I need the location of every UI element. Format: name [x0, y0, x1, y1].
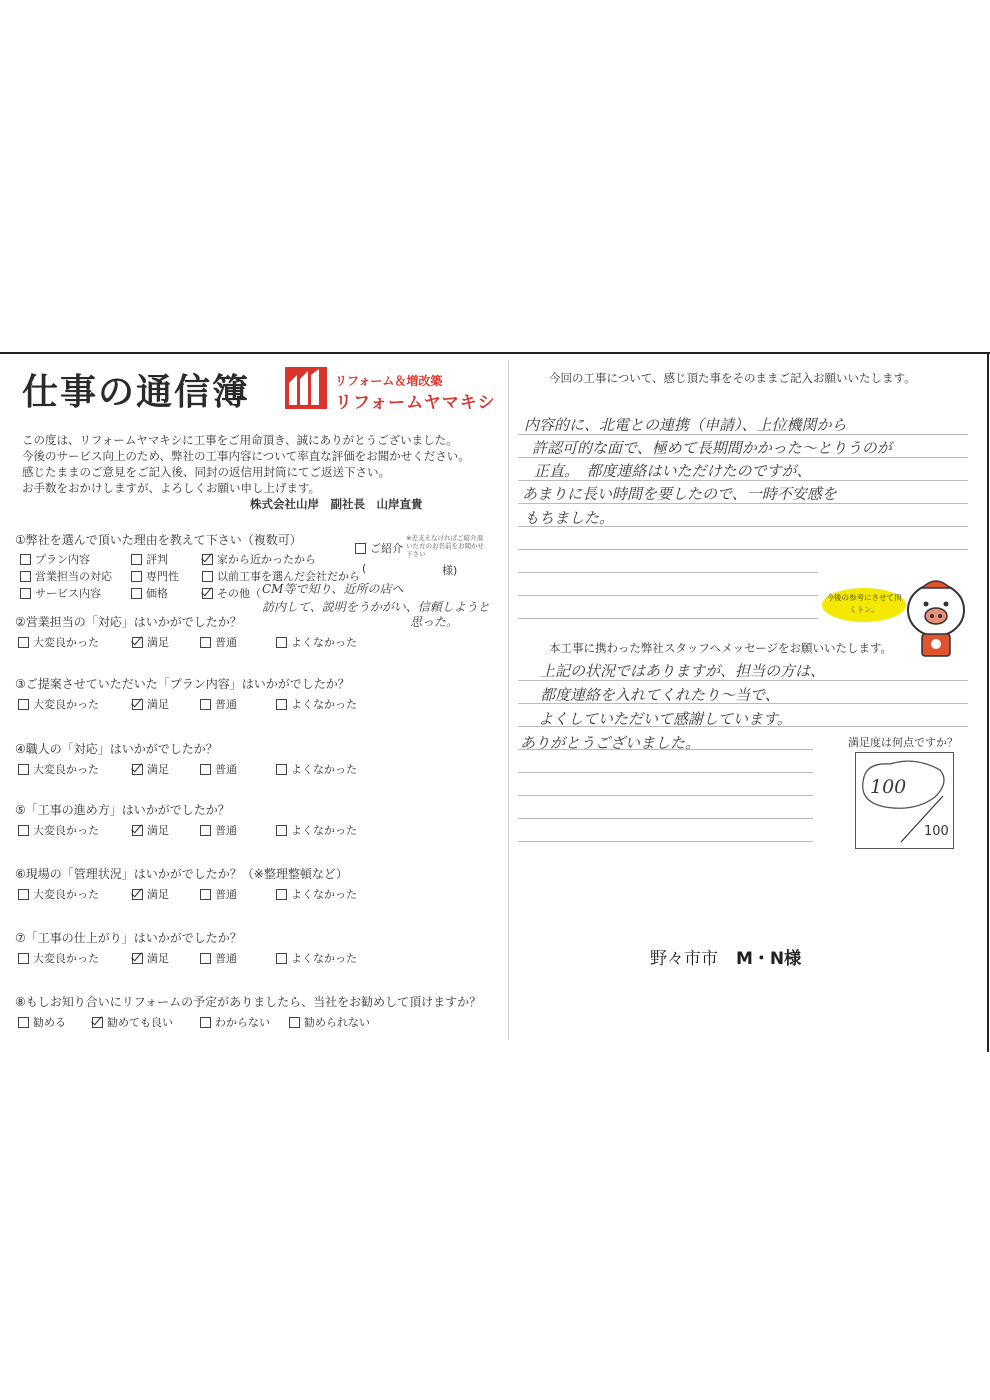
- q1-option-plan[interactable]: プラン内容: [20, 551, 90, 567]
- checkbox[interactable]: [18, 764, 29, 775]
- rating-option-label: 普通: [215, 824, 237, 837]
- q1-option-price[interactable]: 価格: [131, 585, 168, 601]
- checkbox-checked[interactable]: [132, 764, 143, 775]
- checkbox[interactable]: [289, 1017, 300, 1028]
- rating-option-label: 大変良かった: [33, 952, 99, 965]
- rating-option[interactable]: [200, 950, 237, 966]
- checkbox[interactable]: [200, 953, 211, 964]
- checkbox[interactable]: [18, 637, 29, 648]
- staff-handwritten: 都度連絡を入れてくれたり～当で、: [540, 686, 780, 704]
- checkbox[interactable]: [18, 825, 29, 836]
- checkbox[interactable]: [200, 1017, 211, 1028]
- rating-option-label: 普通: [215, 763, 237, 776]
- rating-option-label: よくなかった: [291, 952, 357, 965]
- q1-option-sales-staff[interactable]: 営業担当の対応: [20, 568, 112, 584]
- customer-city: 野々市市: [650, 949, 718, 969]
- rating-option[interactable]: [18, 822, 99, 838]
- question-3: ③ご提案させていただいた「プラン内容」はいかがでしたか？: [15, 677, 350, 691]
- rating-option[interactable]: [132, 950, 169, 966]
- score-handwritten: 100: [870, 776, 907, 798]
- rating-option-label: 満足: [147, 763, 169, 776]
- rating-option-label: 大変良かった: [33, 888, 99, 901]
- score-label: 満足度は何点ですか？: [848, 736, 958, 749]
- rating-option-label: 普通: [215, 636, 237, 649]
- rating-option[interactable]: [18, 696, 99, 712]
- impression-handwritten: もちました。: [524, 509, 615, 527]
- writing-line: [518, 818, 813, 819]
- checkbox[interactable]: [20, 571, 31, 582]
- rating-option-label: 大変良かった: [33, 698, 99, 711]
- checkbox[interactable]: [18, 1017, 29, 1028]
- writing-line: [518, 795, 813, 796]
- checkbox[interactable]: [200, 889, 211, 900]
- rating-option-label: よくなかった: [291, 824, 357, 837]
- rating-option[interactable]: [132, 822, 169, 838]
- question-6: ⑥現場の「管理状況」はいかがでしたか？（※整理整頓など）: [15, 867, 348, 881]
- intro-line: お手数をおかけしますが、よろしくお願い申し上げます。: [22, 481, 321, 495]
- impression-prompt: 今回の工事について、感じ頂た事をそのままご記入お願いいたします。: [549, 371, 916, 385]
- logo-mark-icon: [285, 367, 327, 409]
- impression-handwritten: 許認可的な面で、極めて長期間かかった～とりうのが: [532, 439, 892, 457]
- rating-option-label: 大変良かった: [33, 763, 99, 776]
- boar-mascot-icon: [898, 572, 978, 662]
- checkbox[interactable]: [200, 699, 211, 710]
- checkbox[interactable]: [200, 764, 211, 775]
- q8-option-not-recommend[interactable]: 勧められない: [289, 1014, 370, 1030]
- q1-option-service[interactable]: サービス内容: [20, 585, 101, 601]
- checkbox[interactable]: [276, 953, 287, 964]
- signature: 株式会社山岸 副社長 山岸直貴: [250, 497, 423, 511]
- q8-option-recommend[interactable]: 勧める: [18, 1014, 66, 1030]
- bubble-text: 今後の参考にさせて頂くトン。: [826, 593, 902, 614]
- checkbox[interactable]: [18, 699, 29, 710]
- rating-option[interactable]: [200, 822, 237, 838]
- question-2: ②営業担当の「対応」はいかがでしたか？: [15, 615, 242, 629]
- rating-option-label: 満足: [147, 824, 169, 837]
- checkbox[interactable]: [20, 554, 31, 565]
- rating-option[interactable]: [276, 886, 357, 902]
- referral-note: ※差支えなければご紹介頂いた方のお名前をお聞かせ下さい: [406, 534, 484, 558]
- rating-option[interactable]: [18, 950, 99, 966]
- intro-line: 今後のサービス向上のため、弊社の工事内容について率直な評価をお聞かせください。: [22, 449, 470, 463]
- writing-line: [518, 549, 968, 550]
- writing-line: [518, 841, 813, 842]
- question-8: ⑧もしお知り合いにリフォームの予定がありましたら、当社をお勧めして頂けますか？: [15, 995, 482, 1009]
- q1-other-handwritten: 思った。: [410, 615, 459, 629]
- rating-option[interactable]: [200, 634, 237, 650]
- question-4: ④職人の「対応」はいかがでしたか？: [15, 742, 218, 756]
- q8-option-unsure[interactable]: わからない: [200, 1014, 270, 1030]
- checkbox[interactable]: [200, 825, 211, 836]
- intro-line: この度は、リフォームヤマキシに工事をご用命頂き、誠にありがとうございました。: [22, 433, 458, 447]
- checkbox-checked[interactable]: [132, 825, 143, 836]
- rating-option-label: 満足: [147, 888, 169, 901]
- q1-other-handwritten: 訪内して、説明をうかがい、信頼しようと: [262, 600, 490, 614]
- rating-option[interactable]: [132, 886, 169, 902]
- checkbox-checked[interactable]: [132, 637, 143, 648]
- q8-option-may-recommend[interactable]: 勧めても良い: [92, 1014, 173, 1030]
- checkbox[interactable]: [276, 699, 287, 710]
- score-max: 100: [924, 824, 949, 839]
- card-right-edge: [987, 352, 989, 1052]
- checkbox-checked[interactable]: [202, 588, 213, 599]
- rating-option[interactable]: [276, 696, 357, 712]
- rating-option[interactable]: [132, 696, 169, 712]
- checkbox[interactable]: [200, 637, 211, 648]
- rating-option-label: よくなかった: [291, 763, 357, 776]
- writing-line: [518, 572, 818, 573]
- checkbox[interactable]: [276, 825, 287, 836]
- rating-option-label: 普通: [215, 952, 237, 965]
- q1-option-expertise[interactable]: 専門性: [131, 568, 179, 584]
- checkbox-checked[interactable]: [132, 889, 143, 900]
- checkbox[interactable]: [276, 764, 287, 775]
- writing-line: [518, 618, 818, 619]
- q1-option-previous[interactable]: 以前工事を選んだ会社だから: [202, 568, 360, 584]
- checkbox[interactable]: [202, 571, 213, 582]
- checkbox-checked[interactable]: [132, 953, 143, 964]
- intro-text: [22, 432, 492, 496]
- impression-handwritten: 正直。 都度連絡はいただけたのですが、: [534, 462, 812, 480]
- rating-option-label: 満足: [147, 698, 169, 711]
- checkbox-checked[interactable]: [92, 1017, 103, 1028]
- rating-option[interactable]: [18, 886, 99, 902]
- logo-tagline: リフォーム＆増改築: [335, 374, 443, 388]
- q1-option-other[interactable]: その他（: [202, 585, 261, 601]
- rating-option[interactable]: [18, 761, 99, 777]
- rating-option-label: 普通: [215, 888, 237, 901]
- staff-handwritten: 上記の状況ではありますが、担当の方は、: [540, 662, 826, 680]
- writing-line: [518, 772, 813, 773]
- column-divider: [508, 360, 509, 1040]
- writing-line: [518, 595, 818, 596]
- customer-initials: M・N様: [736, 949, 802, 969]
- logo-name: リフォームヤマキシ: [335, 393, 496, 413]
- checkbox[interactable]: [131, 554, 142, 565]
- q1-option-referral[interactable]: ご紹介: [355, 540, 403, 556]
- checkbox[interactable]: [131, 588, 142, 599]
- q1-option-near-home[interactable]: 家から近かったから: [202, 551, 316, 567]
- impression-handwritten: あまりに長い時間を要したので、一時不安感を: [522, 485, 837, 503]
- staff-handwritten: よくしていただいて感謝しています。: [538, 710, 792, 728]
- impression-handwritten: 内容的に、北電との連携（申請）、上位機関から: [524, 416, 847, 434]
- staff-message-prompt: 本工事に携わった弊社スタッフへメッセージをお願いいたします。: [549, 641, 893, 655]
- rating-option[interactable]: [132, 634, 169, 650]
- rating-option[interactable]: [276, 822, 357, 838]
- rating-option[interactable]: [18, 634, 99, 650]
- checkbox[interactable]: [355, 543, 366, 554]
- rating-option[interactable]: [276, 761, 357, 777]
- customer-name: [650, 944, 801, 969]
- rating-option-label: 普通: [215, 698, 237, 711]
- rating-option-label: よくなかった: [291, 888, 357, 901]
- question-1: ①弊社を選んで頂いた理由を教えて下さい（複数可）: [15, 533, 302, 547]
- page-title: 仕事の通信簿: [22, 372, 251, 413]
- rating-option-label: 満足: [147, 952, 169, 965]
- rating-option[interactable]: [276, 950, 357, 966]
- rating-option[interactable]: [200, 886, 237, 902]
- staff-handwritten: ありがとうございました。: [520, 734, 701, 752]
- rating-option-label: よくなかった: [291, 636, 357, 649]
- referral-paren: (: [362, 562, 367, 575]
- checkbox[interactable]: [276, 889, 287, 900]
- checkbox-checked[interactable]: [132, 699, 143, 710]
- q1-other-handwritten: CM等で知り、近所の店へ: [262, 582, 404, 596]
- intro-line: 感じたままのご意見をご記入後、同封の返信用封筒にてご返送下さい。: [22, 465, 390, 479]
- rating-option-label: よくなかった: [291, 698, 357, 711]
- referral-suffix: 様): [442, 564, 458, 577]
- checkbox-checked[interactable]: [202, 554, 213, 565]
- question-7: ⑦「工事の仕上がり」はいかがでしたか？: [15, 931, 242, 945]
- checkbox[interactable]: [20, 588, 31, 599]
- q1-option-reputation[interactable]: 評判: [131, 551, 168, 567]
- checkbox[interactable]: [18, 889, 29, 900]
- rating-option-label: 大変良かった: [33, 824, 99, 837]
- rating-option[interactable]: [200, 696, 237, 712]
- question-5: ⑤「工事の進め方」はいかがでしたか？: [15, 803, 230, 817]
- rating-option-label: 大変良かった: [33, 636, 99, 649]
- rating-option-label: 満足: [147, 636, 169, 649]
- checkbox[interactable]: [18, 953, 29, 964]
- rating-option[interactable]: [132, 761, 169, 777]
- rating-option[interactable]: [200, 761, 237, 777]
- checkbox[interactable]: [131, 571, 142, 582]
- checkbox[interactable]: [276, 637, 287, 648]
- rating-option[interactable]: [276, 634, 357, 650]
